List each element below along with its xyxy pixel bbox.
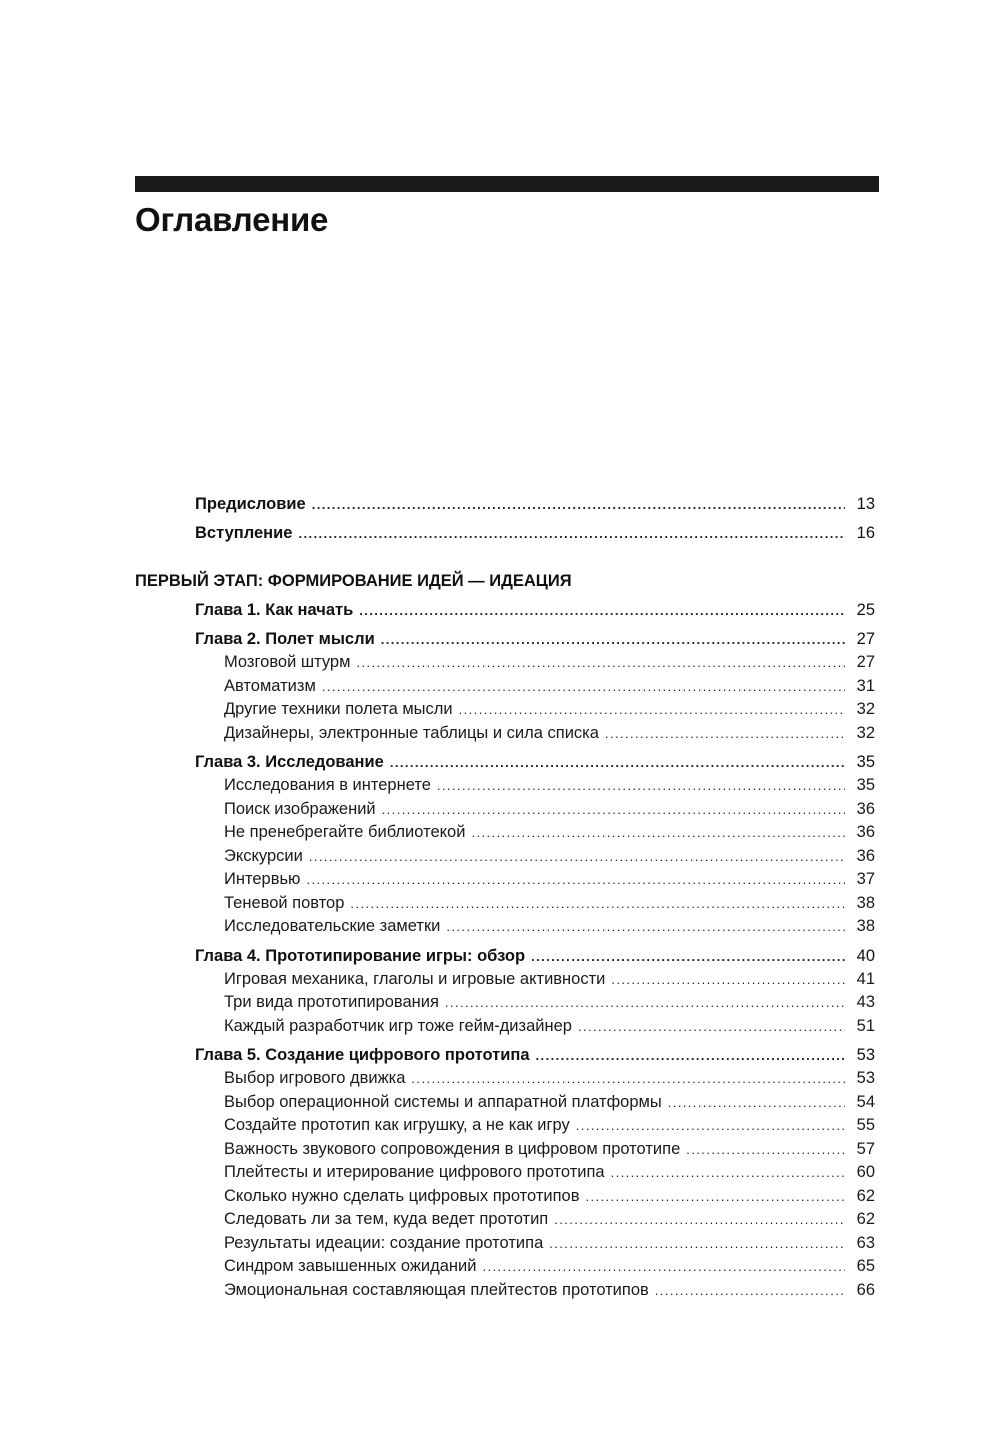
toc-page-number: 55 <box>856 1116 875 1134</box>
toc-section-title: Не пренебрегайте библиотекой <box>224 823 466 841</box>
dot-leader <box>605 723 845 746</box>
dot-leader <box>578 1016 845 1039</box>
dot-leader <box>446 916 845 939</box>
toc-page-number: 66 <box>856 1280 875 1299</box>
toc-section-title: Синдром завышенных ожиданий <box>224 1257 477 1275</box>
toc-section-entry[interactable] <box>135 1208 875 1232</box>
dot-leader <box>350 893 845 916</box>
dot-leader <box>322 676 845 699</box>
toc-section-title: Дизайнеры, электронные таблицы и сила списка <box>224 723 599 742</box>
toc-entry-preface[interactable] <box>135 490 875 519</box>
toc-section-entry[interactable] <box>135 1138 875 1162</box>
toc-section-entry[interactable] <box>135 1067 875 1091</box>
dot-leader <box>554 1209 845 1232</box>
dot-leader <box>549 1233 845 1256</box>
toc-section-title: Исследовательские заметки <box>224 917 441 935</box>
toc-section-entry[interactable] <box>135 868 875 892</box>
dot-leader <box>411 1068 845 1091</box>
toc-page-number: 27 <box>856 630 875 648</box>
toc-page-number: 62 <box>856 1210 875 1228</box>
chapter-group <box>135 945 875 1039</box>
toc-section-title: Каждый разработчик игр тоже гейм-дизайнер <box>224 1016 572 1035</box>
dot-leader <box>309 846 845 869</box>
toc-section-title: Исследования в интернете <box>224 776 431 794</box>
toc-page-number: 13 <box>856 495 875 513</box>
toc-page-number: 38 <box>856 917 875 935</box>
toc-page-number: 57 <box>856 1139 875 1158</box>
toc-entry-title: Предисловие <box>195 495 306 513</box>
toc-section-title: Результаты идеации: создание прототипа <box>224 1233 544 1252</box>
toc-entry-introduction[interactable] <box>135 519 875 548</box>
toc-section-entry[interactable] <box>135 675 875 699</box>
dot-leader <box>686 1139 845 1162</box>
page-title: Оглавление <box>135 201 329 238</box>
toc-section-entry[interactable] <box>135 915 875 939</box>
toc-chapter-entry[interactable] <box>135 751 875 774</box>
toc-section-title: Мозговой штурм <box>224 653 351 671</box>
dot-leader <box>359 599 845 622</box>
dot-leader <box>482 1256 845 1279</box>
chapter-group <box>135 628 875 745</box>
toc-page-number: 60 <box>856 1163 875 1181</box>
dot-leader <box>298 520 845 548</box>
toc-section-title: Теневой повтор <box>224 893 345 912</box>
chapter-group <box>135 751 875 939</box>
dot-leader <box>381 628 845 651</box>
toc-section-entry[interactable] <box>135 892 875 916</box>
toc-page-number: 65 <box>856 1257 875 1275</box>
dot-leader <box>459 699 845 722</box>
toc-section-entry[interactable] <box>135 798 875 822</box>
toc-section-title: Создайте прототип как игрушку, а не как игру <box>224 1116 570 1134</box>
chapter-group <box>135 599 875 622</box>
dot-leader <box>312 491 845 519</box>
toc-chapter-title: Глава 2. Полет мысли <box>195 630 375 648</box>
toc-entry-title: Вступление <box>195 524 293 542</box>
toc-section-title: Плейтесты и итерирование цифрового прототипа <box>224 1163 605 1181</box>
toc-chapter-entry[interactable] <box>135 1044 875 1067</box>
toc-section-entry[interactable] <box>135 722 875 746</box>
toc-page-number: 31 <box>856 676 875 695</box>
top-rule <box>135 176 879 192</box>
toc-page-number: 25 <box>856 601 875 619</box>
toc-section-title: Интервью <box>224 870 301 888</box>
dot-leader <box>356 652 845 675</box>
toc-page-number: 62 <box>856 1186 875 1205</box>
toc-page-number: 38 <box>856 893 875 912</box>
toc-chapter-title: Глава 3. Исследование <box>195 753 384 771</box>
toc-section-title: Выбор игрового движка <box>224 1069 406 1087</box>
toc-page-number: 36 <box>856 846 875 865</box>
toc-section-entry[interactable] <box>135 1255 875 1279</box>
toc-section-entry[interactable] <box>135 651 875 675</box>
toc-section-entry[interactable] <box>135 845 875 869</box>
toc-section-entry[interactable] <box>135 1185 875 1209</box>
toc-section-entry[interactable] <box>135 1091 875 1115</box>
dot-leader <box>611 969 845 992</box>
toc-page-number: 32 <box>856 723 875 742</box>
toc-page-number: 40 <box>856 946 875 965</box>
toc-section-entry[interactable] <box>135 1015 875 1039</box>
toc-section-entry[interactable] <box>135 821 875 845</box>
toc-page-number: 51 <box>856 1016 875 1035</box>
dot-leader <box>306 869 845 892</box>
toc-page-number: 35 <box>856 776 875 794</box>
dot-leader <box>536 1044 845 1067</box>
toc-section-title: Поиск изображений <box>224 799 376 818</box>
toc-page-number: 63 <box>856 1233 875 1252</box>
toc-section-title: Эмоциональная составляющая плейтестов прототипов <box>224 1280 649 1299</box>
toc-section-entry[interactable] <box>135 991 875 1015</box>
toc-page-number: 37 <box>856 870 875 888</box>
chapter-group <box>135 1044 875 1302</box>
toc-page-number: 54 <box>856 1092 875 1111</box>
toc-page-number: 16 <box>856 524 875 542</box>
toc-page-number: 27 <box>856 653 875 671</box>
dot-leader <box>585 1186 845 1209</box>
dot-leader <box>576 1115 845 1138</box>
dot-leader <box>382 799 845 822</box>
dot-leader <box>445 992 845 1015</box>
toc-chapter-title: Глава 4. Прототипирование игры: обзор <box>195 946 526 965</box>
toc-section-title: Следовать ли за тем, куда ведет прототип <box>224 1210 549 1228</box>
toc-chapter-title: Глава 1. Как начать <box>195 601 354 619</box>
toc-section-title: Автоматизм <box>224 676 316 695</box>
toc-chapter-title: Глава 5. Создание цифрового прототипа <box>195 1046 530 1064</box>
toc-page-number: 36 <box>856 799 875 818</box>
dot-leader <box>531 945 845 968</box>
dot-leader <box>655 1280 845 1303</box>
toc-section-entry[interactable] <box>135 698 875 722</box>
toc-section-title: Важность звукового сопровождения в цифровом прототипе <box>224 1139 681 1158</box>
toc-chapter-entry[interactable] <box>135 945 875 968</box>
dot-leader <box>437 775 845 798</box>
toc-section-title: Игровая механика, глаголы и игровые активности <box>224 969 606 988</box>
toc-chapter-entry[interactable] <box>135 628 875 651</box>
toc-section-title: Три вида прототипирования <box>224 993 439 1011</box>
toc-section-entry[interactable] <box>135 1114 875 1138</box>
dot-leader <box>471 822 845 845</box>
toc-page-number: 35 <box>856 753 875 771</box>
dot-leader <box>611 1162 845 1185</box>
table-of-contents <box>135 490 875 1302</box>
toc-page-number: 53 <box>856 1069 875 1087</box>
chapter-list <box>135 599 875 1302</box>
toc-section-entry[interactable] <box>135 774 875 798</box>
toc-section-title: Экскурсии <box>224 846 303 865</box>
toc-section-title: Сколько нужно сделать цифровых прототипов <box>224 1186 580 1205</box>
toc-page-number: 36 <box>856 823 875 841</box>
toc-page-number: 32 <box>856 700 875 718</box>
toc-chapter-entry[interactable] <box>135 599 875 622</box>
toc-section-title: Выбор операционной системы и аппаратной платформы <box>224 1092 662 1111</box>
part-heading: ПЕРВЫЙ ЭТАП: ФОРМИРОВАНИЕ ИДЕЙ — ИДЕАЦИЯ <box>135 572 572 590</box>
dot-leader <box>668 1092 845 1115</box>
toc-section-entry[interactable] <box>135 1279 875 1303</box>
toc-page-number: 43 <box>856 993 875 1011</box>
toc-section-entry[interactable] <box>135 1161 875 1185</box>
toc-page-number: 53 <box>856 1046 875 1064</box>
toc-section-entry[interactable] <box>135 968 875 992</box>
toc-section-entry[interactable] <box>135 1232 875 1256</box>
toc-section-title: Другие техники полета мысли <box>224 700 453 718</box>
dot-leader <box>390 751 845 774</box>
toc-page-number: 41 <box>856 969 875 988</box>
